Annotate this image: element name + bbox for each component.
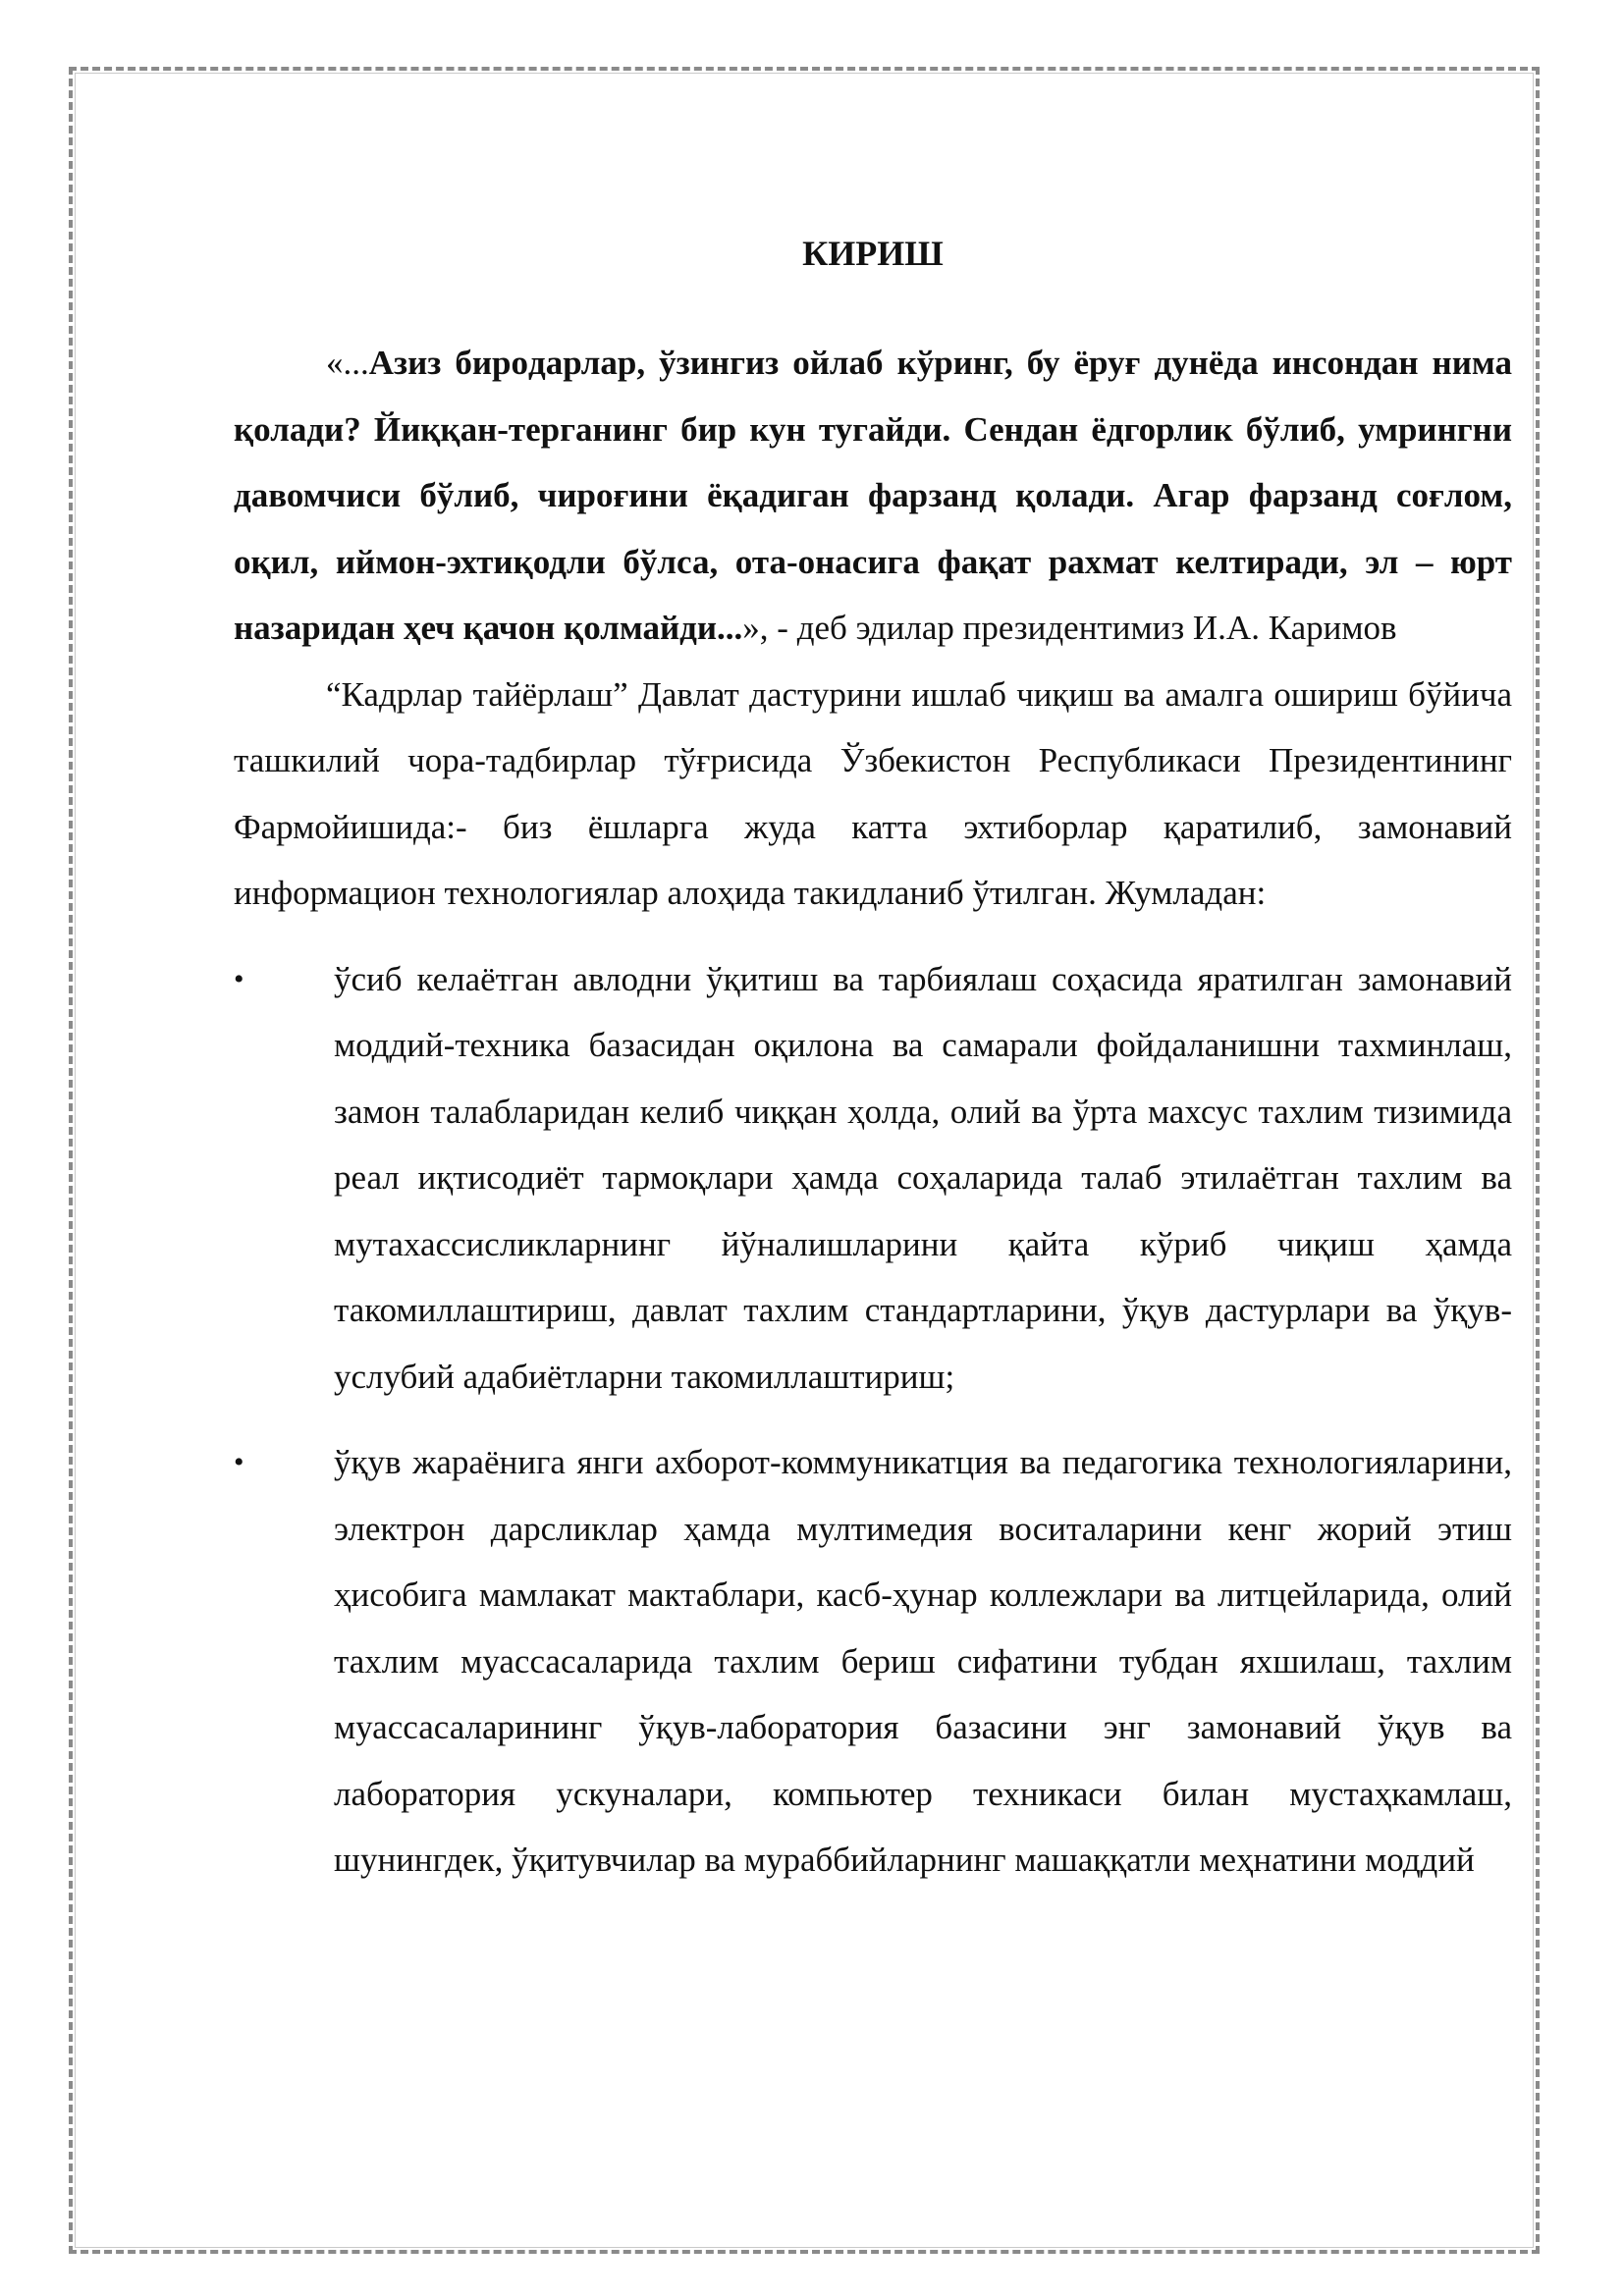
quote-paragraph xyxy=(234,330,1512,662)
document-body xyxy=(234,224,1512,1894)
quote-bold-text: Азиз бирoдарлар, ўзингиз ойлаб кўринг, бу ёруғ дунёда инсондан нима қолади? Йиққан-терганинг бир кун тугайди. Сендан ёдгорлик бўлиб, умрингни давомчиси бўлиб, чироғини ёқадиган фарзанд қолади. Агар фарзанд соғлом, оқил, иймон-эхтиқодли бўлса, ота-онасига фақат рахмат келтиради, эл – юрт назаридан ҳеч қачон қолмайди... xyxy=(234,344,1512,647)
page-title: КИРИШ xyxy=(802,234,944,273)
list-item xyxy=(234,946,1512,1411)
quote-open: «... xyxy=(326,344,369,382)
bullet-icon: • xyxy=(234,1446,244,1478)
list-item-text: ўқув жараёнига янги ахборот-коммуникатция ва педагогика технологияларини, электрон дарсликлар ҳамда мултимедия воситаларини кенг жорий этиш ҳисобига мамлакат мактаблари, касб-ҳунар коллежлари ва литцейларида, олий тахлим муассасаларида тахлим бериш сифатини тубдан яхшилаш, тахлим муассасаларининг ўқув-лаборатория базасини энг замонавий ўқув ва лаборатория ускуналари, компьютер техникаси билан мустаҳкамлаш, шунингдек, ўқитувчилар ва мураббийларнинг машаққатли меҳнатини моддий xyxy=(334,1443,1512,1879)
decree-paragraph: “Кадрлар тайёрлаш” Давлат дастурини ишлаб чиқиш ва амалга ошириш бўйича ташкилий чора-тадбирлар тўғрисида Ўзбекистон Республикаси Президентининг Фармойишида:- биз ёшларга жуда катта эхтиборлар қаратилиб, замонавий информацион технологиялар алоҳида такидланиб ўтилган. Жумладан: xyxy=(234,674,1512,912)
list-item xyxy=(234,1429,1512,1894)
quote-close: », - деб эдилар президентимиз И.А. Каримов xyxy=(742,609,1397,647)
bullet-list xyxy=(234,946,1512,1894)
list-item-text: ўсиб келаётган авлодни ўқитиш ва тарбиялаш соҳасида яратилган замонавий моддий-техника базасидан оқилона ва самарали фойдаланишни тахминлаш, замон талабларидан келиб чиққан ҳолда, олий ва ўрта махсус тахлим тизимида реал иқтисодиёт тармоқлари ҳамда соҳаларида талаб этилаётган тахлим ва мутахассисликларнинг йўналишларини қайта кўриб чиқиш ҳамда такомиллаштириш, давлат тахлим стандартларини, ўқув дастурлари ва ўқув-услубий адабиётларни такомиллаштириш; xyxy=(334,959,1512,1396)
bullet-icon: • xyxy=(234,962,244,995)
